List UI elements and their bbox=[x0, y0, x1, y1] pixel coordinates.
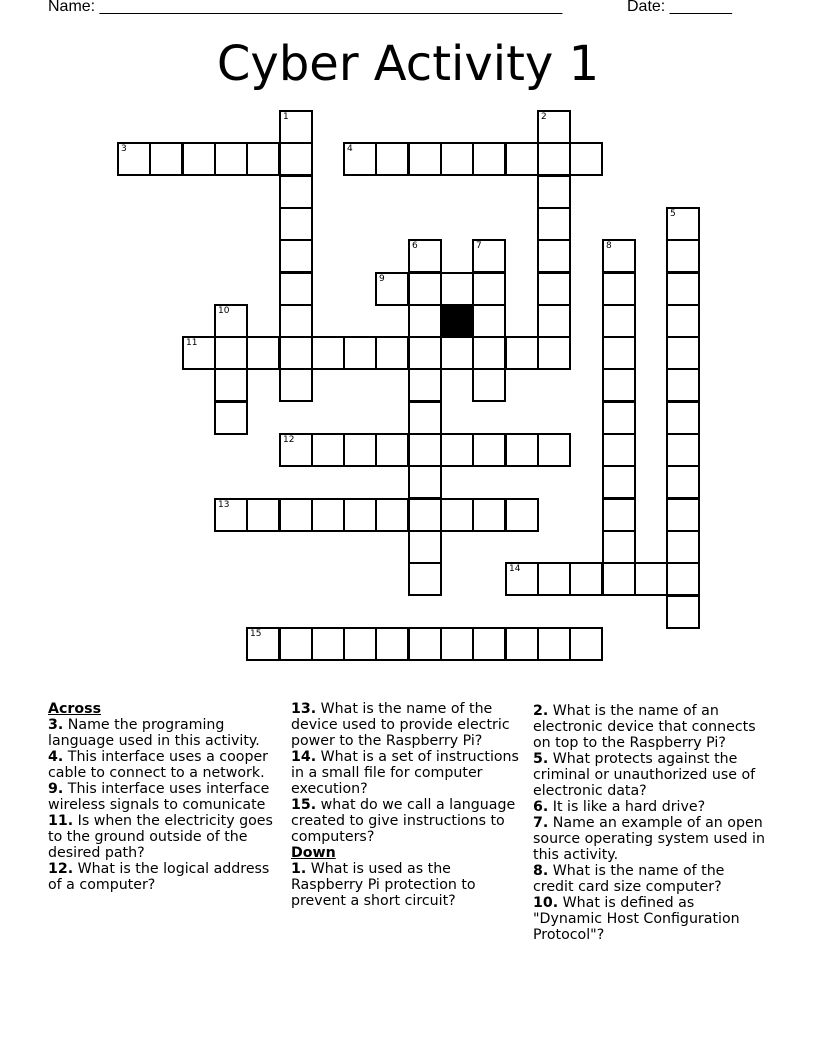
clue-number-label: 8 bbox=[606, 241, 612, 251]
grid-cell[interactable] bbox=[537, 142, 571, 176]
grid-cell[interactable] bbox=[537, 175, 571, 209]
grid-cell[interactable] bbox=[246, 627, 280, 661]
grid-cell[interactable] bbox=[375, 272, 409, 306]
grid-cell[interactable] bbox=[408, 272, 442, 306]
clue-number: 9. bbox=[48, 781, 64, 797]
grid-cell[interactable] bbox=[440, 272, 474, 306]
clue-number: 8. bbox=[533, 863, 549, 879]
clue-number: 3. bbox=[48, 717, 64, 733]
grid-cell[interactable] bbox=[569, 142, 603, 176]
clue-number-label: 11 bbox=[186, 338, 198, 348]
clue-number-label: 15 bbox=[250, 629, 262, 639]
grid-cell[interactable] bbox=[279, 627, 313, 661]
clue-across bbox=[48, 749, 280, 781]
clue-number-label: 13 bbox=[218, 500, 230, 510]
grid-cell[interactable] bbox=[279, 239, 313, 273]
grid-cell[interactable] bbox=[666, 562, 700, 596]
clue-number-label: 7 bbox=[476, 241, 482, 251]
grid-cell[interactable] bbox=[666, 207, 700, 241]
grid-cell[interactable] bbox=[666, 498, 700, 532]
grid-cell[interactable] bbox=[666, 272, 700, 306]
grid-cell[interactable] bbox=[408, 368, 442, 402]
clue-number-label: 2 bbox=[541, 112, 547, 122]
grid-cell[interactable] bbox=[440, 627, 474, 661]
grid-cell[interactable] bbox=[246, 142, 280, 176]
clue-text: It is like a hard drive? bbox=[548, 799, 706, 815]
grid-cell[interactable] bbox=[279, 433, 313, 467]
grid-cell[interactable] bbox=[537, 239, 571, 273]
grid-cell[interactable] bbox=[472, 336, 506, 370]
clue-number: 2. bbox=[533, 703, 549, 719]
clue-down bbox=[291, 861, 523, 909]
clue-across bbox=[48, 717, 280, 749]
name-field-label: Name: ____________________________________________________ bbox=[48, 0, 563, 15]
grid-cell[interactable] bbox=[279, 175, 313, 209]
grid-cell[interactable] bbox=[602, 562, 636, 596]
grid-cell[interactable] bbox=[343, 498, 377, 532]
grid-cell[interactable] bbox=[343, 627, 377, 661]
grid-cell[interactable] bbox=[117, 142, 151, 176]
clue-number-label: 5 bbox=[670, 209, 676, 219]
clue-number-label: 4 bbox=[347, 144, 353, 154]
grid-cell[interactable] bbox=[602, 239, 636, 273]
grid-cell[interactable] bbox=[602, 336, 636, 370]
grid-cell[interactable] bbox=[440, 498, 474, 532]
grid-cell[interactable] bbox=[149, 142, 183, 176]
grid-cell[interactable] bbox=[375, 627, 409, 661]
grid-cell[interactable] bbox=[375, 498, 409, 532]
clue-text: What is the name of an electronic device that connects on top to the Raspberry Pi? bbox=[533, 703, 756, 751]
grid-cell[interactable] bbox=[602, 530, 636, 564]
grid-cell[interactable] bbox=[602, 368, 636, 402]
grid-cell[interactable] bbox=[311, 433, 345, 467]
grid-cell[interactable] bbox=[279, 498, 313, 532]
clue-text: what do we call a language created to give instructions to computers? bbox=[291, 797, 516, 845]
grid-cell[interactable] bbox=[182, 336, 216, 370]
grid-cell[interactable] bbox=[343, 336, 377, 370]
grid-cell[interactable] bbox=[279, 142, 313, 176]
grid-cell[interactable] bbox=[666, 304, 700, 338]
page-title: Cyber Activity 1 bbox=[216, 36, 600, 92]
grid-cell[interactable] bbox=[602, 304, 636, 338]
clue-across bbox=[291, 701, 523, 749]
clue-across bbox=[48, 813, 280, 861]
grid-cell[interactable] bbox=[472, 433, 506, 467]
grid-cell[interactable] bbox=[569, 627, 603, 661]
clue-number: 6. bbox=[533, 799, 549, 815]
grid-cell[interactable] bbox=[311, 336, 345, 370]
grid-cell[interactable] bbox=[214, 368, 248, 402]
clue-text: What is defined as "Dynamic Host Configuration Protocol"? bbox=[533, 895, 740, 943]
grid-cell[interactable] bbox=[472, 239, 506, 273]
grid-cell[interactable] bbox=[408, 498, 442, 532]
grid-cell[interactable] bbox=[569, 562, 603, 596]
grid-cell[interactable] bbox=[602, 401, 636, 435]
clue-down bbox=[533, 863, 765, 895]
clue-number: 7. bbox=[533, 815, 549, 831]
clue-number: 15. bbox=[291, 797, 317, 813]
grid-cell[interactable] bbox=[279, 368, 313, 402]
clue-number-label: 10 bbox=[218, 306, 230, 316]
clue-across bbox=[48, 861, 280, 893]
clues-column-2 bbox=[291, 701, 523, 909]
clue-number: 1. bbox=[291, 861, 307, 877]
grid-cell[interactable] bbox=[537, 627, 571, 661]
clues-column-3 bbox=[533, 703, 765, 943]
clue-number-label: 3 bbox=[121, 144, 127, 154]
grid-cell[interactable] bbox=[440, 336, 474, 370]
grid-cell[interactable] bbox=[505, 562, 539, 596]
clues-column-1 bbox=[48, 701, 280, 893]
grid-cell[interactable] bbox=[505, 142, 539, 176]
grid-cell[interactable] bbox=[666, 595, 700, 629]
clue-down bbox=[533, 751, 765, 799]
clue-text: Is when the electricity goes to the ground outside of the desired path? bbox=[48, 813, 273, 861]
clue-number: 4. bbox=[48, 749, 64, 765]
grid-cell[interactable] bbox=[343, 433, 377, 467]
clue-number: 14. bbox=[291, 749, 317, 765]
grid-cell[interactable] bbox=[440, 433, 474, 467]
grid-cell[interactable] bbox=[408, 304, 442, 338]
clue-text: What is a set of instructions in a small file for computer execution? bbox=[291, 749, 519, 797]
grid-cell[interactable] bbox=[214, 401, 248, 435]
clue-number-label: 12 bbox=[283, 435, 295, 445]
clue-number-label: 9 bbox=[379, 274, 385, 284]
grid-cell[interactable] bbox=[472, 304, 506, 338]
grid-cell[interactable] bbox=[375, 336, 409, 370]
grid-cell[interactable] bbox=[375, 142, 409, 176]
grid-cell[interactable] bbox=[634, 562, 668, 596]
clue-number-label: 6 bbox=[412, 241, 418, 251]
grid-cell[interactable] bbox=[472, 498, 506, 532]
grid-cell[interactable] bbox=[408, 627, 442, 661]
clue-down bbox=[533, 815, 765, 863]
grid-cell[interactable] bbox=[279, 272, 313, 306]
clue-across bbox=[48, 781, 280, 813]
grid-cell[interactable] bbox=[666, 401, 700, 435]
grid-cell[interactable] bbox=[408, 562, 442, 596]
clue-text: Name an example of an open source operating system used in this activity. bbox=[533, 815, 765, 863]
grid-cell[interactable] bbox=[602, 272, 636, 306]
grid-cell[interactable] bbox=[279, 336, 313, 370]
grid-cell[interactable] bbox=[666, 368, 700, 402]
clue-number: 11. bbox=[48, 813, 74, 829]
grid-cell[interactable] bbox=[408, 142, 442, 176]
grid-cell[interactable] bbox=[408, 530, 442, 564]
clue-number: 12. bbox=[48, 861, 74, 877]
clue-text: What is the logical address of a computer? bbox=[48, 861, 270, 893]
clue-number-label: 14 bbox=[509, 564, 521, 574]
grid-cell[interactable] bbox=[666, 433, 700, 467]
clue-number: 5. bbox=[533, 751, 549, 767]
grid-cell[interactable] bbox=[505, 336, 539, 370]
clue-text: What is the name of the credit card size computer? bbox=[533, 863, 725, 895]
grid-cell[interactable] bbox=[537, 336, 571, 370]
grid-cell[interactable] bbox=[279, 207, 313, 241]
grid-cell[interactable] bbox=[311, 627, 345, 661]
clue-text: This interface uses interface wireless signals to comunicate bbox=[48, 781, 270, 813]
grid-cell[interactable] bbox=[602, 498, 636, 532]
clue-number-label: 1 bbox=[283, 112, 289, 122]
clue-down bbox=[533, 799, 765, 815]
grid-cell[interactable] bbox=[440, 142, 474, 176]
down-heading: Down bbox=[291, 845, 336, 861]
grid-cell[interactable] bbox=[537, 207, 571, 241]
grid-cell[interactable] bbox=[214, 498, 248, 532]
grid-cell[interactable] bbox=[602, 465, 636, 499]
clue-text: What is used as the Raspberry Pi protection to prevent a short circuit? bbox=[291, 861, 476, 909]
grid-cell[interactable] bbox=[537, 433, 571, 467]
grid-cell[interactable] bbox=[408, 465, 442, 499]
grid-cell[interactable] bbox=[408, 401, 442, 435]
grid-cell[interactable] bbox=[505, 498, 539, 532]
grid-cell[interactable] bbox=[408, 433, 442, 467]
grid-cell[interactable] bbox=[279, 110, 313, 144]
clue-down bbox=[533, 703, 765, 751]
grid-cell[interactable] bbox=[472, 142, 506, 176]
clue-down bbox=[533, 895, 765, 943]
clue-number: 13. bbox=[291, 701, 317, 717]
grid-cell[interactable] bbox=[505, 433, 539, 467]
clue-number: 10. bbox=[533, 895, 559, 911]
grid-cell[interactable] bbox=[408, 239, 442, 273]
date-field-label: Date: _______ bbox=[627, 0, 732, 15]
grid-cell[interactable] bbox=[311, 498, 345, 532]
grid-cell[interactable] bbox=[666, 336, 700, 370]
grid-cell[interactable] bbox=[537, 272, 571, 306]
clue-across bbox=[291, 749, 523, 797]
grid-cell[interactable] bbox=[343, 142, 377, 176]
clue-text: Name the programing language used in this activity. bbox=[48, 717, 260, 749]
clue-text: What protects against the criminal or unauthorized use of electronic data? bbox=[533, 751, 756, 799]
grid-cell[interactable] bbox=[666, 465, 700, 499]
grid-cell[interactable] bbox=[602, 433, 636, 467]
grid-cell[interactable] bbox=[375, 433, 409, 467]
grid-cell[interactable] bbox=[279, 304, 313, 338]
grid-cell[interactable] bbox=[537, 562, 571, 596]
grid-cell[interactable] bbox=[505, 627, 539, 661]
grid-cell[interactable] bbox=[537, 304, 571, 338]
clue-text: What is the name of the device used to provide electric power to the Raspberry Pi? bbox=[291, 701, 510, 749]
grid-cell[interactable] bbox=[246, 498, 280, 532]
grid-block-cell bbox=[440, 304, 474, 338]
clue-across bbox=[291, 797, 523, 845]
grid-cell[interactable] bbox=[246, 336, 280, 370]
clue-text: This interface uses a cooper cable to connect to a network. bbox=[48, 749, 269, 781]
grid-cell[interactable] bbox=[537, 110, 571, 144]
grid-cell[interactable] bbox=[214, 304, 248, 338]
grid-cell[interactable] bbox=[408, 336, 442, 370]
grid-cell[interactable] bbox=[214, 142, 248, 176]
grid-cell[interactable] bbox=[666, 239, 700, 273]
grid-cell[interactable] bbox=[472, 368, 506, 402]
across-heading: Across bbox=[48, 701, 102, 717]
grid-cell[interactable] bbox=[666, 530, 700, 564]
grid-cell[interactable] bbox=[182, 142, 216, 176]
grid-cell[interactable] bbox=[472, 272, 506, 306]
grid-cell[interactable] bbox=[214, 336, 248, 370]
grid-cell[interactable] bbox=[472, 627, 506, 661]
